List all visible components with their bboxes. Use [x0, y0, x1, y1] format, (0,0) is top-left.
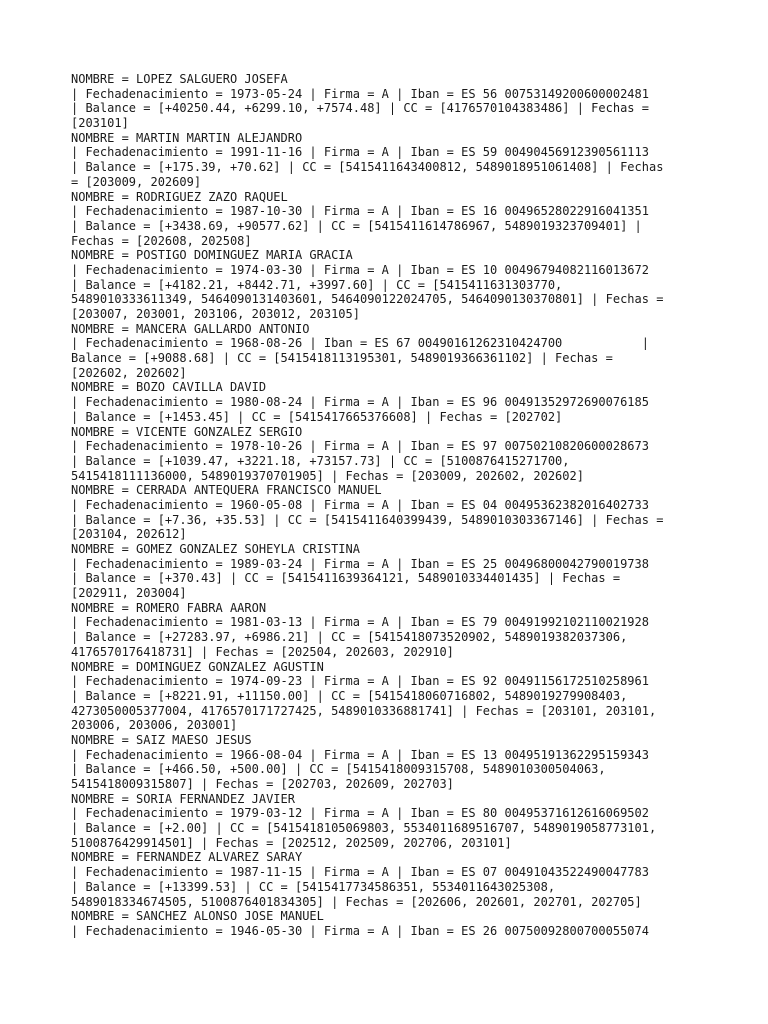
text-line: 5415418009315807] | Fechas = [202703, 202609, 202703]: [71, 777, 454, 791]
text-line: | Fechadenacimiento = 1980-08-24 | Firma = A | Iban = ES 96 00491352972690076185: [71, 395, 649, 410]
text-line: 5100876429914501] | Fechas = [202512, 202509, 202706, 203101]: [71, 835, 512, 850]
text-line: | Balance = [+1453.45] | CC = [5415417665376608] | Fechas = [202702]: [71, 409, 563, 424]
text-line: | Fechadenacimiento = 1978-10-26 | Firma = A | Iban = ES 97 00750210820600028673: [71, 439, 649, 454]
text-line: | Balance = [+3438.69, +90577.62] | CC = [5415411614786967, 5489019323709401] |: [71, 218, 642, 233]
text-line: [203007, 203001, 203106, 203012, 203105]: [71, 307, 360, 321]
text-line: | Fechadenacimiento = 1974-09-23 | Firma = A | Iban = ES 92 00491156172510258961: [71, 674, 649, 689]
text-line: | Balance = [+370.43] | CC = [5415411639364121, 5489010334401435] | Fechas =: [71, 571, 621, 586]
text-line: [203104, 202612]: [71, 527, 187, 542]
text-line: [203101]: [71, 116, 129, 131]
text-line: | Balance = [+8221.91, +11150.00] | CC = [5415418060716802, 5489019279908403,: [71, 688, 628, 703]
text-line: 5489010333611349, 5464090131403601, 5464090122024705, 5464090130370801] | Fechas =: [71, 292, 664, 307]
text-line: NOMBRE = MARTIN MARTIN ALEJANDRO: [71, 130, 303, 145]
text-line: NOMBRE = RODRIGUEZ ZAZO RAQUEL: [71, 189, 288, 204]
text-line: | Balance = [+40250.44, +6299.10, +7574.48] | CC = [4176570104383486] | Fechas =: [71, 101, 649, 116]
text-line: NOMBRE = ROMERO FABRA AARON: [71, 600, 267, 615]
text-line: NOMBRE = FERNANDEZ ALVAREZ SARAY: [71, 850, 303, 865]
text-line: | Fechadenacimiento = 1987-10-30 | Firma = A | Iban = ES 16 00496528022916041351: [71, 204, 649, 219]
text-line: | Fechadenacimiento = 1989-03-24 | Firma = A | Iban = ES 25 00496800042790019738: [71, 556, 649, 571]
text-line: NOMBRE = MANCERA GALLARDO ANTONIO: [71, 321, 310, 336]
text-line: | Balance = [+27283.97, +6986.21] | CC = [5415418073520902, 5489019382037306,: [71, 630, 628, 645]
text-line: NOMBRE = CERRADA ANTEQUERA FRANCISCO MANUEL: [71, 483, 382, 498]
text-line: | Fechadenacimiento = 1960-05-08 | Firma = A | Iban = ES 04 00495362382016402733: [71, 497, 649, 512]
text-line: NOMBRE = SANCHEZ ALONSO JOSE MANUEL: [71, 909, 324, 924]
text-line: NOMBRE = POSTIGO DOMINGUEZ MARIA GRACIA: [71, 248, 353, 263]
text-line: 4176570176418731] | Fechas = [202504, 202603, 202910]: [71, 644, 454, 659]
text-line: NOMBRE = SAIZ MAESO JESUS: [71, 732, 252, 747]
text-line: | Balance = [+7.36, +35.53] | CC = [5415411640399439, 5489010303367146] | Fechas =: [71, 512, 664, 527]
text-line: Fechas = [202608, 202508]: [71, 233, 252, 248]
text-line: | Fechadenacimiento = 1973-05-24 | Firma = A | Iban = ES 56 00753149200600002481: [71, 86, 649, 101]
text-line: | Fechadenacimiento = 1968-08-26 | Iban = ES 67 00490161262310424700 |: [71, 336, 649, 351]
text-line: | Balance = [+466.50, +500.00] | CC = [5415418009315708, 5489010300504063,: [71, 762, 606, 777]
text-line: [202602, 202602]: [71, 365, 187, 380]
text-line: NOMBRE = GOMEZ GONZALEZ SOHEYLA CRISTINA: [71, 542, 360, 556]
text-line: | Fechadenacimiento = 1979-03-12 | Firma = A | Iban = ES 80 00495371612616069502: [71, 806, 649, 821]
text-line: | Fechadenacimiento = 1966-08-04 | Firma = A | Iban = ES 13 00495191362295159343: [71, 747, 649, 762]
text-line: NOMBRE = VICENTE GONZALEZ SERGIO: [71, 424, 303, 439]
text-line: | Balance = [+13399.53] | CC = [5415417734586351, 5534011643025308,: [71, 879, 556, 894]
text-line: | Fechadenacimiento = 1946-05-30 | Firma = A | Iban = ES 26 00750092800700055074: [71, 923, 649, 938]
text-line: | Fechadenacimiento = 1974-03-30 | Firma = A | Iban = ES 10 00496794082116013672: [71, 262, 649, 277]
text-line: NOMBRE = DOMINGUEZ GONZALEZ AGUSTIN: [71, 659, 324, 674]
text-line: 5489018334674505, 5100876401834305] | Fechas = [202606, 202601, 202701, 202705]: [71, 894, 642, 909]
text-line: 203006, 203006, 203001]: [71, 718, 238, 733]
text-line: 4273050005377004, 4176570171727425, 5489010336881741] | Fechas = [203101, 203101,: [71, 703, 657, 718]
text-line: NOMBRE = BOZO CAVILLA DAVID: [71, 380, 267, 395]
text-line: | Fechadenacimiento = 1987-11-15 | Firma = A | Iban = ES 07 00491043522490047783: [71, 865, 649, 880]
text-line: [202911, 203004]: [71, 586, 187, 601]
text-line: NOMBRE = LOPEZ SALGUERO JOSEFA: [71, 72, 288, 86]
document-text: [71, 72, 691, 939]
text-line: | Balance = [+2.00] | CC = [5415418105069803, 5534011689516707, 5489019058773101,: [71, 821, 657, 836]
text-line: | Balance = [+1039.47, +3221.18, +73157.73] | CC = [5100876415271700,: [71, 453, 570, 468]
text-line: NOMBRE = SORIA FERNANDEZ JAVIER: [71, 791, 295, 806]
text-line: = [203009, 202609]: [71, 174, 202, 189]
text-line: | Balance = [+4182.21, +8442.71, +3997.60] | CC = [5415411631303770,: [71, 277, 563, 292]
text-line: Balance = [+9088.68] | CC = [5415418113195301, 5489019366361102] | Fechas =: [71, 351, 613, 366]
text-line: | Fechadenacimiento = 1991-11-16 | Firma = A | Iban = ES 59 00490456912390561113: [71, 145, 649, 160]
text-line: 5415418111136000, 5489019370701905] | Fechas = [203009, 202602, 202602]: [71, 468, 584, 483]
text-line: | Balance = [+175.39, +70.62] | CC = [5415411643400812, 5489018951061408] | Fechas: [71, 160, 664, 175]
text-line: | Fechadenacimiento = 1981-03-13 | Firma = A | Iban = ES 79 00491992102110021928: [71, 615, 649, 630]
